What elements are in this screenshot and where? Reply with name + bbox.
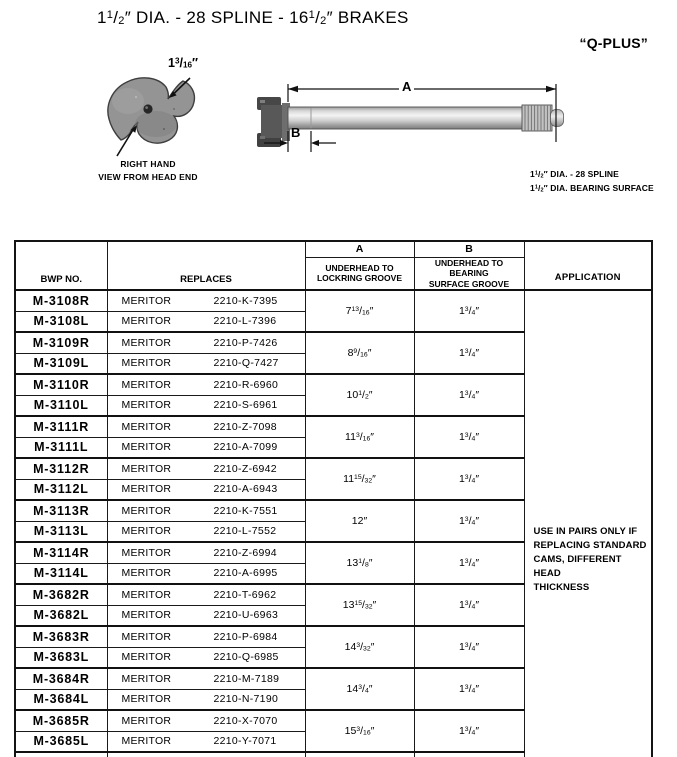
dim-a-cell: $7^{13}/_{16}''$	[305, 290, 414, 332]
replaced-part-number: 2210-Z-7098	[213, 420, 277, 433]
dim-a-label: A	[399, 79, 414, 94]
col-subheader-a: UNDERHEAD TO LOCKRING GROOVE	[305, 257, 414, 290]
bwp-cell: M-3682L	[15, 605, 107, 626]
brand-label: MERITOR	[121, 441, 172, 454]
table-row	[15, 290, 652, 311]
bwp-cell: M-3108R	[15, 290, 107, 311]
dim-b-cell: $1^3/_4''$	[414, 500, 524, 542]
bwp-cell: M-3108L	[15, 311, 107, 332]
view-caption-line1: RIGHT HAND	[120, 159, 176, 169]
spline-section	[522, 105, 552, 131]
bwp-cell: M-3683R	[15, 626, 107, 647]
replaced-part-number: 2210-Q-6985	[213, 651, 279, 664]
dim-a-cell: $13^1/_8''$	[305, 542, 414, 584]
dim-b-cell: $1^3/_4''$	[414, 710, 524, 752]
replaced-part-number: 2210-L-7396	[213, 315, 277, 328]
bwp-cell: M-3684L	[15, 689, 107, 710]
brand-label: MERITOR	[121, 399, 172, 412]
replaced-part-number: 2210-T-6962	[213, 588, 277, 601]
replaced-part-number: 2210-N-7190	[213, 693, 279, 706]
parts-table	[14, 240, 653, 757]
bwp-cell	[15, 752, 107, 757]
bwp-cell: M-3114R	[15, 542, 107, 563]
brand-label: MERITOR	[121, 609, 172, 622]
dim-b-cell: $1^3/_4''$	[414, 542, 524, 584]
replaced-part-number: 2210-K-7395	[213, 294, 278, 307]
col-header-replaces: REPLACES	[107, 241, 305, 290]
dim-b-cell: $1^3/_4''$	[414, 458, 524, 500]
replaces-cell	[107, 353, 305, 374]
bwp-cell: M-3111R	[15, 416, 107, 437]
bwp-cell: M-3110L	[15, 395, 107, 416]
replaces-cell	[107, 290, 305, 311]
brand-label: MERITOR	[121, 378, 172, 391]
replaced-part-number: 2210-P-6984	[213, 630, 278, 643]
replaces-cell	[107, 374, 305, 395]
application-note: USE IN PAIRS ONLY IF REPLACING STANDARD CAMS, DIFFERENT HEAD THICKNESS	[533, 526, 647, 593]
replaces-cell	[107, 710, 305, 731]
replaced-part-number: 2210-S-6961	[213, 399, 278, 412]
replaced-part-number: 2210-X-7070	[213, 714, 278, 727]
replaced-part-number: 2210-A-7099	[213, 441, 278, 454]
brand-label: MERITOR	[121, 357, 172, 370]
replaced-part-number: 2210-Y-7071	[213, 735, 277, 748]
replaced-part-number: 2210-Z-6942	[213, 462, 277, 475]
replaces-cell	[107, 689, 305, 710]
replaced-part-number: 2210-L-7552	[213, 525, 277, 538]
brand-label: MERITOR	[121, 693, 172, 706]
bwp-cell: M-3685R	[15, 710, 107, 731]
brand-label: MERITOR	[121, 630, 172, 643]
spline-spec	[530, 168, 654, 195]
view-caption-line2: VIEW FROM HEAD END	[98, 171, 198, 182]
replaced-part-number: 2210-A-6995	[213, 567, 278, 580]
dim-a-cell: $10^1/_2''$	[305, 374, 414, 416]
dim-a-cell: $14^3/_4''$	[305, 668, 414, 710]
replaces-cell	[107, 542, 305, 563]
bwp-cell: M-3685L	[15, 731, 107, 752]
dim-b-cell: $1^3/_4''$	[414, 332, 524, 374]
bwp-cell: M-3109R	[15, 332, 107, 353]
shaft-body	[288, 107, 524, 129]
replaces-cell	[107, 458, 305, 479]
bwp-cell: M-3109L	[15, 353, 107, 374]
brand-label: MERITOR	[121, 567, 172, 580]
page-title: $1^1/_2''$ DIA. - 28 SPLINE - $16^1/_2''$ BRAKES	[97, 8, 409, 27]
dim-b-cell: $1^3/_4''$	[414, 374, 524, 416]
replaces-cell	[107, 752, 305, 757]
brand-label: MERITOR	[121, 336, 172, 349]
bwp-cell: M-3113L	[15, 521, 107, 542]
col-header-bwp: BWP NO.	[15, 241, 107, 290]
replaced-part-number: 2210-A-6943	[213, 483, 278, 496]
replaces-cell	[107, 626, 305, 647]
application-cell	[524, 290, 652, 757]
brand-label: MERITOR	[121, 420, 172, 433]
brand-label: MERITOR	[121, 588, 172, 601]
dim-a-cell: $13^{15}/_{32}''$	[305, 584, 414, 626]
replaces-cell	[107, 500, 305, 521]
brand-label: MERITOR	[121, 546, 172, 559]
brand-label: MERITOR	[121, 735, 172, 748]
view-caption	[60, 158, 236, 183]
replaces-cell	[107, 647, 305, 668]
dim-b-cell: $1^3/_4''$	[414, 416, 524, 458]
replaces-cell	[107, 395, 305, 416]
replaced-part-number: 2210-M-7189	[213, 672, 280, 685]
dim-b-cell: $1^3/_4''$	[414, 290, 524, 332]
dim-a-cell: 12″	[305, 500, 414, 542]
col-subheader-b: UNDERHEAD TO BEARING SURFACE GROOVE	[414, 257, 524, 290]
cam-head-hole	[143, 104, 152, 113]
replaces-cell	[107, 416, 305, 437]
brand-label: MERITOR	[121, 504, 172, 517]
dim-a-cell	[305, 752, 414, 757]
bwp-cell: M-3112L	[15, 479, 107, 500]
bwp-cell: M-3113R	[15, 500, 107, 521]
bwp-cell: M-3683L	[15, 647, 107, 668]
replaces-cell	[107, 521, 305, 542]
bwp-cell: M-3682R	[15, 584, 107, 605]
dim-a-cell: $8^9/_{16}''$	[305, 332, 414, 374]
col-header-b: B	[414, 241, 524, 257]
shaft-tip	[551, 110, 564, 127]
spec-line2: $1^1/_2''$ DIA. BEARING SURFACE	[530, 182, 654, 193]
replaces-cell	[107, 311, 305, 332]
brand-label: MERITOR	[121, 651, 172, 664]
bwp-cell: M-3684R	[15, 668, 107, 689]
brand-label: MERITOR	[121, 525, 172, 538]
shaft-head	[257, 97, 290, 147]
dim-a-cell: $11^3/_{16}''$	[305, 416, 414, 458]
dim-b-cell: $1^3/_4''$	[414, 626, 524, 668]
bwp-cell: M-3112R	[15, 458, 107, 479]
replaces-cell	[107, 584, 305, 605]
replaces-cell	[107, 332, 305, 353]
bwp-cell: M-3110R	[15, 374, 107, 395]
replaced-part-number: 2210-P-7426	[213, 336, 278, 349]
col-header-application: APPLICATION	[524, 241, 652, 290]
replaces-cell	[107, 731, 305, 752]
replaced-part-number: 2210-U-6963	[213, 609, 279, 622]
dim-b-label: B	[291, 125, 301, 140]
replaces-cell	[107, 563, 305, 584]
parts-table-body	[15, 241, 652, 757]
brand-label: “Q-PLUS”	[579, 35, 648, 51]
brand-label: MERITOR	[121, 714, 172, 727]
brand-label: MERITOR	[121, 672, 172, 685]
replaces-cell	[107, 668, 305, 689]
replaced-part-number: 2210-Z-6994	[213, 546, 277, 559]
dim-b-cell	[414, 752, 524, 757]
brand-label: MERITOR	[121, 462, 172, 475]
replaces-cell	[107, 479, 305, 500]
dim-a-cell: $11^{15}/_{32}''$	[305, 458, 414, 500]
bwp-cell: M-3111L	[15, 437, 107, 458]
dim-a-cell: $15^3/_{16}''$	[305, 710, 414, 752]
bwp-cell: M-3114L	[15, 563, 107, 584]
brand-label: MERITOR	[121, 294, 172, 307]
replaced-part-number: 2210-Q-7427	[213, 357, 279, 370]
replaced-part-number: 2210-R-6960	[213, 378, 279, 391]
col-header-a: A	[305, 241, 414, 257]
dim-b-cell: $1^3/_4''$	[414, 584, 524, 626]
dim-a-cell: $14^3/_{32}''$	[305, 626, 414, 668]
brand-label: MERITOR	[121, 483, 172, 496]
replaces-cell	[107, 437, 305, 458]
brand-label: MERITOR	[121, 315, 172, 328]
table-header-row	[15, 241, 652, 257]
replaces-cell	[107, 605, 305, 626]
head-dimension-label: $1^3/_{16}''$	[168, 56, 198, 70]
replaced-part-number: 2210-K-7551	[213, 504, 278, 517]
spec-line1: $1^1/_2''$ DIA. - 28 SPLINE	[530, 169, 619, 180]
dim-b-cell: $1^3/_4''$	[414, 668, 524, 710]
